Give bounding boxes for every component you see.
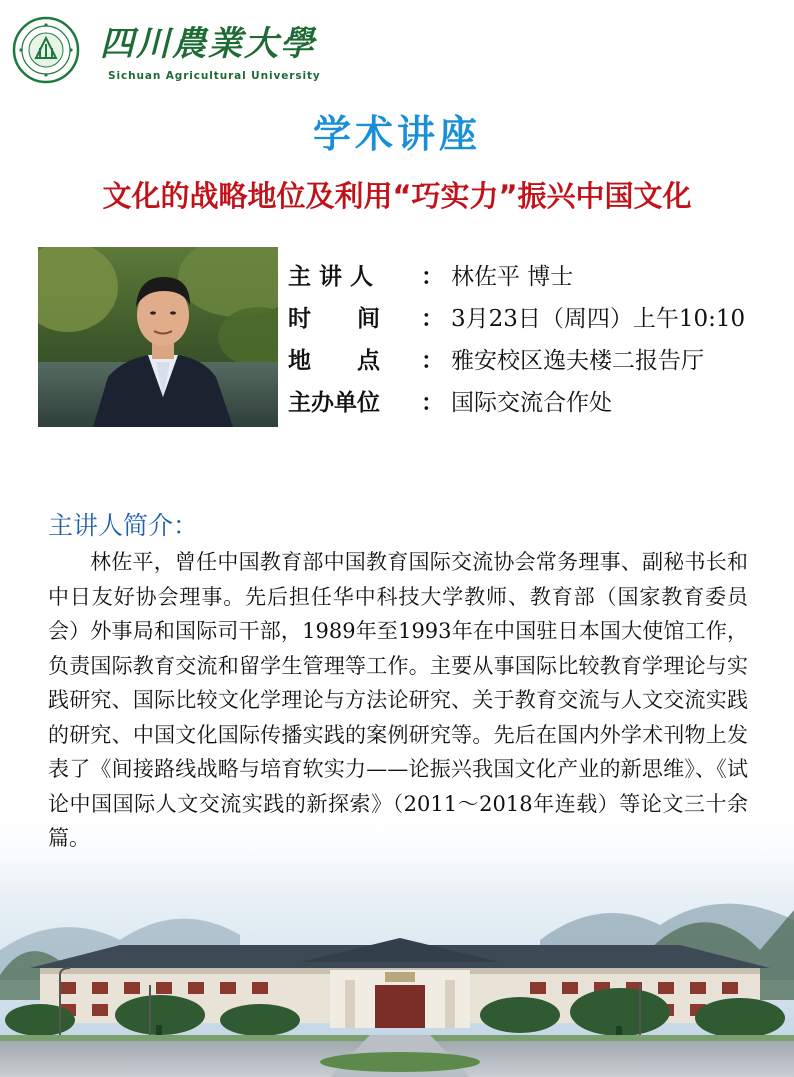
info-label: 地 点 — [288, 348, 380, 374]
info-label: 主办单位 — [288, 390, 380, 416]
info-value: 林佐平 博士 — [451, 264, 574, 290]
speaker-photo — [38, 247, 278, 427]
speaker-intro-body: 林佐平，曾任中国教育部中国教育国际交流协会常务理事、副秘书长和中日友好协会理事。先后担任华中科技大学教师、教育部（国家教育委员会）外事局和国际司干部，1989年至1993年在中国驻日本国大使馆工作，负责国际教育交流和留学生管理等工作。主要从事国际比较教育学理论与实践研究、国际比较文化学理论与方法论研究、关于教育交流与人文交流实践的研究、中国文化国际传播实践的案例研究等。先后在国内外学术刊物上发表了《间接路线战略与培育软实力——论振兴我国文化产业的新思维》、《试论中国国际人文交流实践的新探索》（2011～2018年连载）等论文三十余篇。 — [48, 550, 748, 850]
info-colon: ： — [421, 264, 444, 290]
info-value: 国际交流合作处 — [451, 390, 612, 416]
lecture-title: 文化的战略地位及利用“巧实力”振兴中国文化 — [102, 179, 692, 213]
info-label: 主 讲 人 — [288, 264, 374, 290]
info-value: 3月23日（周四）上午10:10 — [451, 306, 746, 332]
info-value: 雅安校区逸夫楼二报告厅 — [451, 348, 704, 374]
speaker-intro-heading: 主讲人简介： — [48, 511, 199, 540]
info-colon: ： — [421, 348, 444, 374]
university-name-cn: 四川農業大學 — [100, 24, 316, 64]
university-seal-logo — [12, 16, 80, 84]
info-colon: ： — [421, 306, 444, 332]
info-colon: ： — [421, 390, 444, 416]
university-name-en: Sichuan Agricultural University — [108, 70, 321, 82]
info-label: 时 间 — [288, 306, 380, 332]
page-heading: 学术讲座 — [312, 112, 481, 156]
